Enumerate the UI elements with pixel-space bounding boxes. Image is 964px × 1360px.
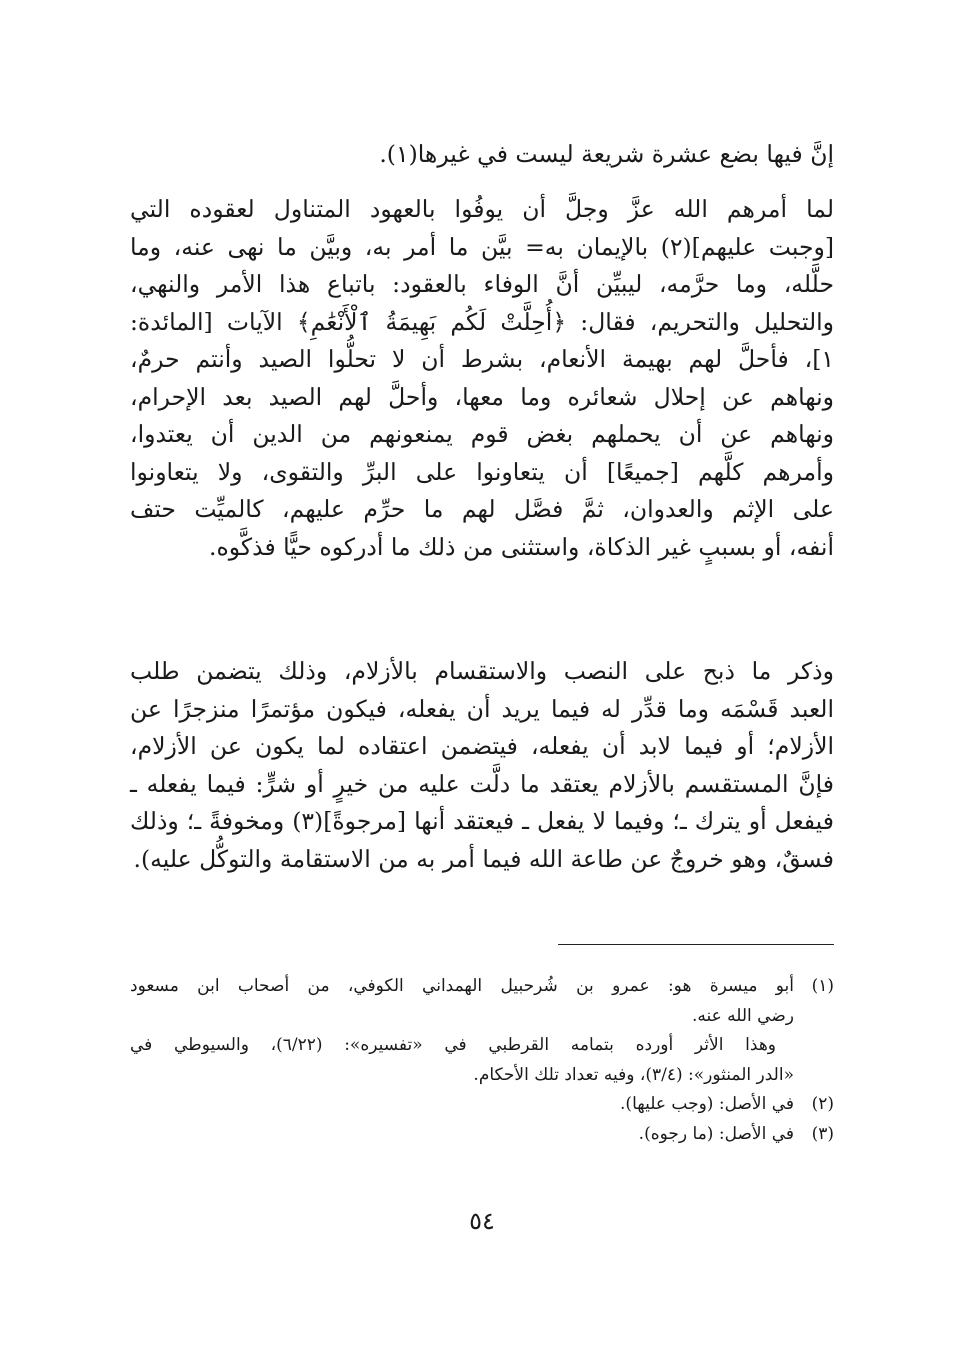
footnote-number: (١) [811,976,834,996]
text-line: العبد قَسْمَه وما قدِّر له فيما يريد أن يفعله، فيكون مؤتمرًا منزجرًا عن [130,694,834,723]
footnotes [130,972,834,1149]
text-line: أنفه، أو بسببٍ غير الذكاة، واستثنى من ذلك ما أدركوه حيًّا فذكَّوه. [209,532,834,561]
text-line: [وجبت عليهم](٢) بالإيمان به= بيَّن ما أمر به، وبيَّن ما نهى عنه، وما [130,232,834,261]
text-line: ونهاهم عن أن يحملهم بغض قوم يمنعونهم من الدين أن يعتدوا، [130,420,834,448]
text-line: فإنَّ المستقسم بالأزلام يعتقد ما دلَّت عليه من خيرٍ أو شرٍّ: فيما يفعله ـ [130,769,834,798]
text-line: وأمرهم كلَّهم [جميعًا] أن يتعاونوا على البرِّ والتقوى، ولا يتعاونوا [130,457,834,486]
footnote-separator [558,944,834,945]
text-line: لما أمرهم الله عزَّ وجلَّ أن يوفُوا بالعهود المتناول لعقوده التي [130,195,834,223]
footnote-line: وهذا الأثر أورده بتمامه القرطبي في «تفسيره»: (٦/٢٢)، والسيوطي في [130,1035,776,1055]
text-line: فسقٌ، وهو خروجٌ عن طاعة الله فيما أمر به من الاستقامة والتوكُّل عليه). [133,844,834,873]
footnote-3 [130,1120,834,1150]
footnote-2 [130,1090,834,1120]
text-line: حلَّله، وما حرَّمه، ليبيِّن أنَّ الوفاء بالعقود: باتباع هذا الأمر والنهي، [130,270,834,298]
footnote-line: في الأصل: (وجب عليها). [620,1094,794,1114]
footnote-line: أبو ميسرة هو: عمرو بن شُرحبيل الهمداني الكوفي، من أصحاب ابن مسعود [130,976,794,996]
text-line: وذكر ما ذبح على النصب والاستقسام بالأزلام، وذلك يتضمن طلب [130,657,834,685]
text-line: ١]، فأحلَّ لهم بهيمة الأنعام، بشرط أن لا تحلُّوا الصيد وأنتم حرمٌ، [130,345,834,373]
paragraph-main [130,191,834,566]
footnote-line: «الدر المنثور»: (٣/٤)، وفيه تعداد تلك الأحكام. [473,1064,794,1085]
page-number: ٥٤ [469,1207,495,1235]
paragraph-intro [130,136,834,174]
paragraph-azlam [130,653,834,878]
footnote-line: في الأصل: (ما رجوه). [638,1123,794,1144]
text-line: ونهاهم عن إحلال شعائره وما معها، وأحلَّ لهم الصيد بعد الإحرام، [130,382,834,411]
footnote-1 [130,972,834,1031]
text-line: والتحليل والتحريم، فقال: ﴿أُحِلَّتْ لَكُم بَهِيمَةُ ٱلْأَنْعَٰمِ﴾ الآيات [المائدة: [130,307,834,336]
footnote-1-continuation [130,1031,834,1090]
text-line: فيفعل أو يترك ـ؛ وفيما لا يفعل ـ فيعتقد أنها [مرجوةً](٣) ومخوفةً ـ؛ وذلك [130,807,834,835]
footnote-line: رضي الله عنه. [691,1005,794,1026]
text-line: على الإثم والعدوان، ثمَّ فصَّل لهم ما حرِّم عليهم، كالميِّت حتف [130,495,834,523]
footnote-number: (٣) [811,1123,834,1144]
text-line: الأزلام؛ أو فيما لابد أن يفعله، فيتضمن اعتقاده لما يكون عن الأزلام، [130,732,834,760]
text-line: إنَّ فيها بضع عشرة شريعة ليست في غيرها(١). [379,140,834,168]
footnote-number: (٢) [811,1094,834,1114]
